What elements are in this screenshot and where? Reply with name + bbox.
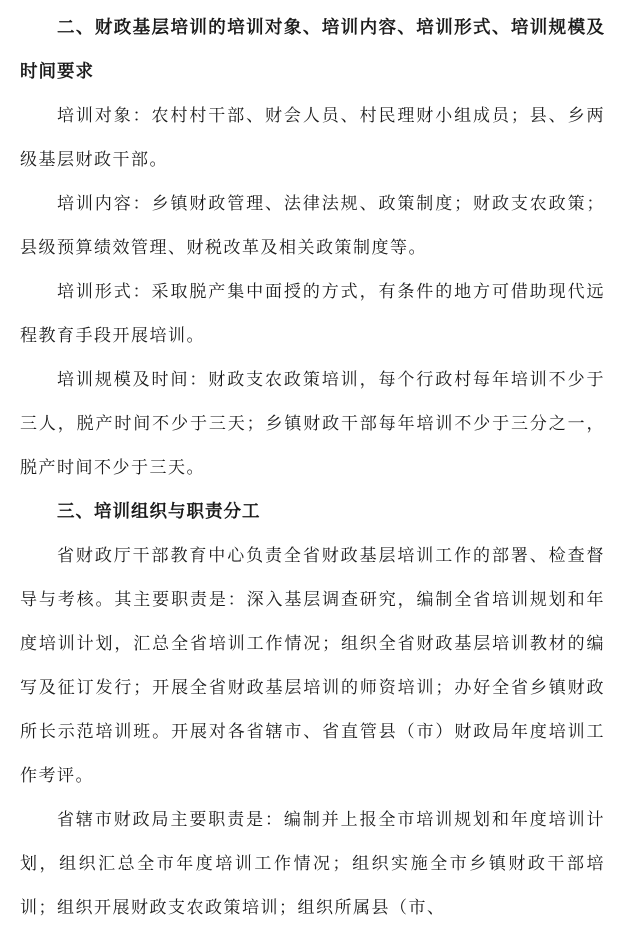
section-2-heading: 二、财政基层培训的培训对象、培训内容、培训形式、培训规模及时间要求 — [20, 18, 605, 82]
province-duties-paragraph: 省财政厅干部教育中心负责全省财政基层培训工作的部署、检查督导与考核。其主要职责是：深入基层调查研究，编制全省培训规划和年度培训计划，汇总全省培训工作情况；组织全省财政基层培训教材的编写及征订发行；开展全省财政基层培训的师资培训；办好全省乡镇财政所长示范培训班。开展对各省辖市、省直管县（市）财政局年度培训工作考评。 — [20, 546, 605, 786]
training-form-paragraph: 培训形式：采取脱产集中面授的方式，有条件的地方可借助现代远程教育手段开展培训。 — [20, 282, 605, 346]
city-duties-paragraph: 省辖市财政局主要职责是：编制并上报全市培训规划和年度培训计划，组织汇总全市年度培训工作情况；组织实施全市乡镇财政干部培训；组织开展财政支农政策培训；组织所属县（市、 — [20, 810, 605, 918]
training-target-paragraph: 培训对象：农村村干部、财会人员、村民理财小组成员；县、乡两级基层财政干部。 — [20, 106, 605, 170]
training-scale-paragraph: 培训规模及时间：财政支农政策培训，每个行政村每年培训不少于三人，脱产时间不少于三天；乡镇财政干部每年培训不少于三分之一，脱产时间不少于三天。 — [20, 370, 605, 478]
section-3-heading: 三、培训组织与职责分工 — [57, 502, 261, 522]
training-content-paragraph: 培训内容：乡镇财政管理、法律法规、政策制度；财政支农政策；县级预算绩效管理、财税改革及相关政策制度等。 — [20, 194, 605, 258]
